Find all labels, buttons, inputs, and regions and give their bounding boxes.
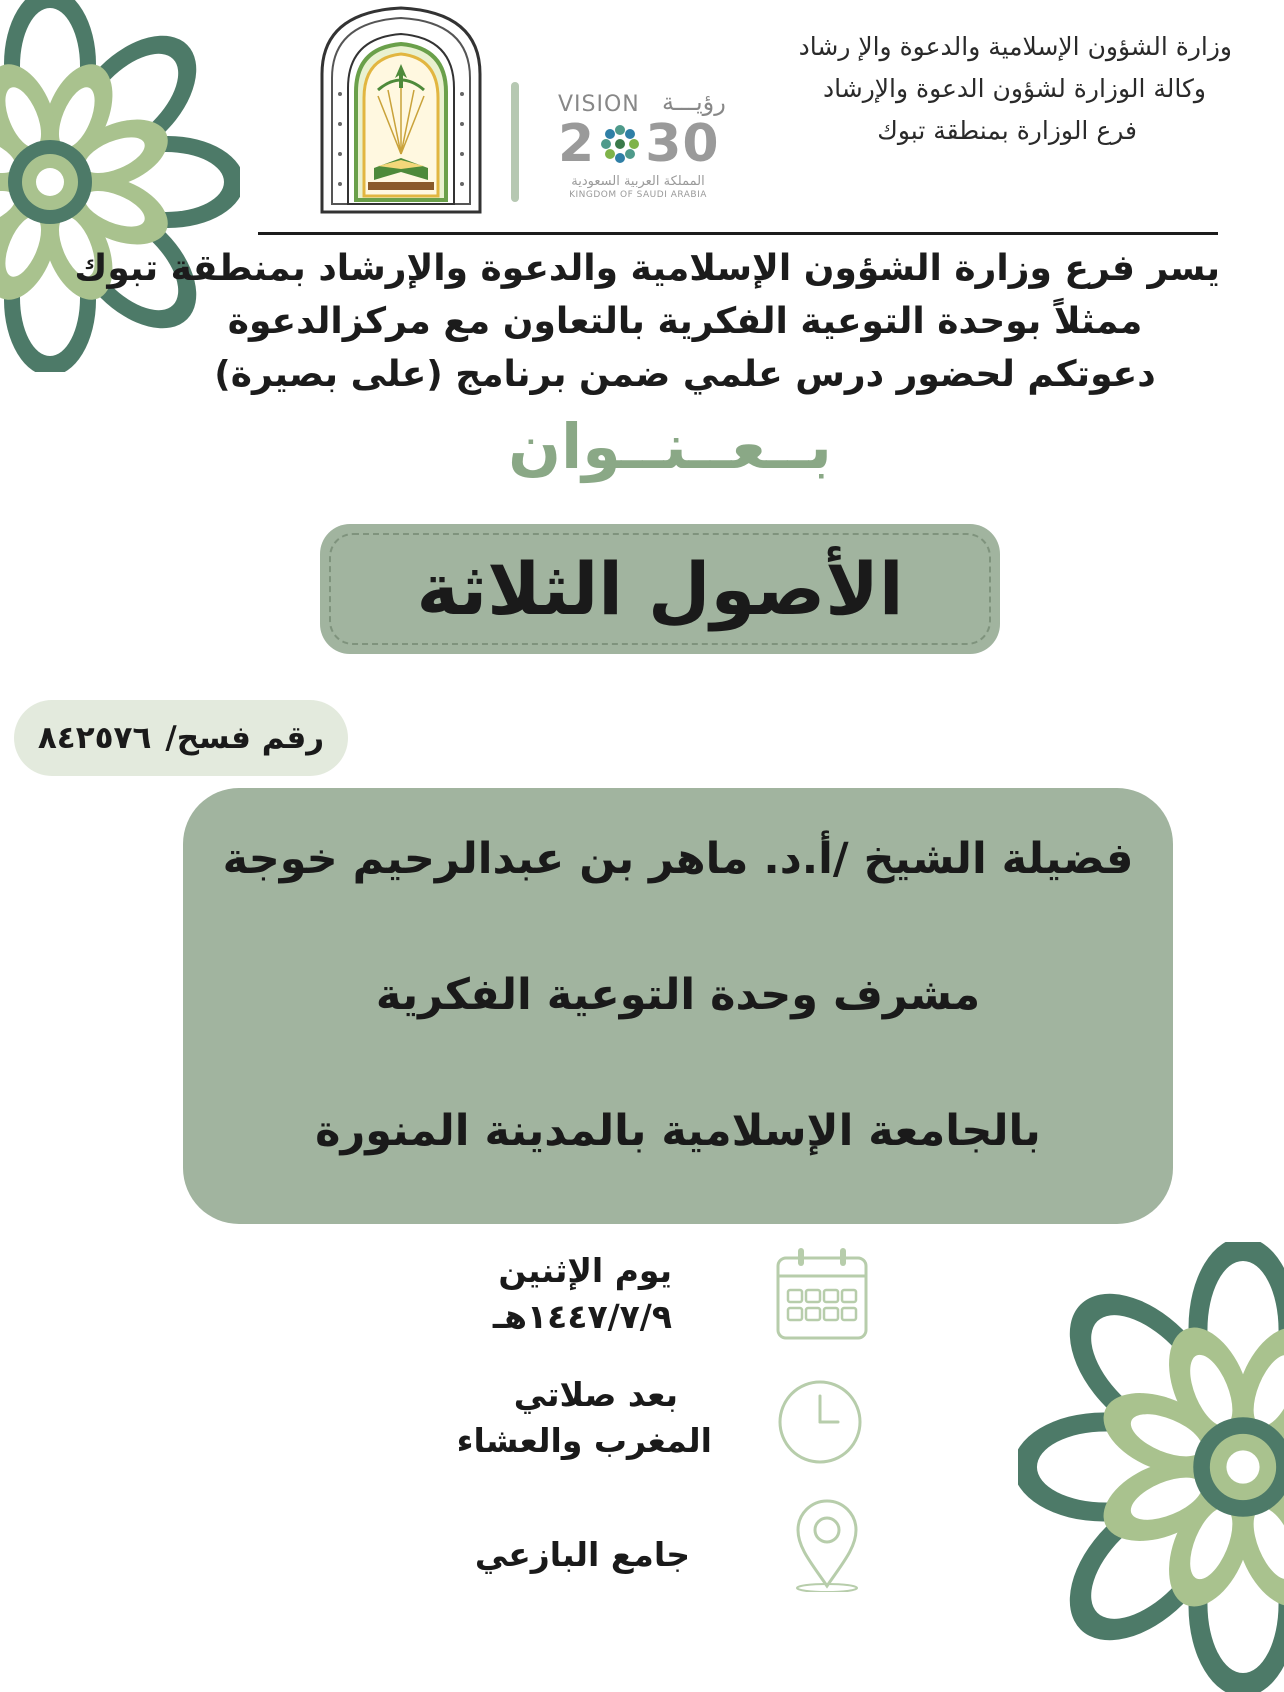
- event-date: ١٤٤٧/٧/٩هـ: [492, 1297, 672, 1336]
- invitation-text: [74, 242, 1220, 401]
- org-line-branch: فرع الوزارة بمنطقة تبوك: [877, 116, 1137, 145]
- calendar-icon: [774, 1246, 870, 1342]
- logo-separator: [511, 82, 519, 202]
- vision-year-left: 2: [558, 114, 596, 174]
- invitation-line-1: يسر فرع وزارة الشؤون الإسلامية والدعوة والإرشاد بمنطقة تبوك: [74, 248, 1220, 289]
- ministry-emblem-logo: [318, 4, 484, 216]
- permit-number-badge: [14, 700, 348, 776]
- event-time: [457, 1372, 712, 1464]
- vision-country-english: KINGDOM OF SAUDI ARABIA: [569, 190, 707, 200]
- vision-english-label: VISION: [558, 92, 640, 117]
- event-time-line-1: بعد صلاتي: [513, 1375, 678, 1414]
- lesson-title: الأصول الثلاثة: [416, 547, 904, 631]
- bottom-right-rosette-ornament: [1018, 1242, 1284, 1692]
- event-time-line-2: المغرب والعشاء: [456, 1421, 712, 1460]
- org-line-agency: وكالة الوزارة لشؤون الدعوة والإرشاد: [823, 74, 1206, 103]
- event-day-date: [493, 1248, 672, 1340]
- speaker-institution: بالجامعة الإسلامية بالمدينة المنورة: [315, 1106, 1041, 1156]
- org-line-ministry: وزارة الشؤون الإسلامية والدعوة والإ رشاد: [798, 32, 1232, 61]
- organization-header: [672, 26, 1232, 152]
- event-location: جامع البازعي: [474, 1535, 690, 1574]
- speaker-name: فضيلة الشيخ /أ.د. ماهر بن عبدالرحيم خوجة: [222, 834, 1134, 884]
- event-day: يوم الإثنين: [498, 1251, 672, 1290]
- vision-country-arabic: المملكة العربية السعودية: [571, 174, 705, 189]
- vision-flower-icon: [597, 121, 643, 167]
- invitation-line-2: ممثلاً بوحدة التوعية الفكرية بالتعاون مع مركزالدعوة: [227, 301, 1143, 342]
- header-divider: [258, 232, 1218, 235]
- vision-arabic-label: رؤيـــة: [662, 88, 726, 116]
- vision-year: [558, 114, 720, 174]
- permit-label: رقم فسح/: [165, 720, 325, 756]
- permit-number: ٨٤٢٥٧٦: [37, 720, 152, 756]
- title-label: بــعــنــوان: [508, 410, 832, 483]
- clock-icon: [776, 1378, 864, 1466]
- vision-year-right: 30: [645, 114, 720, 174]
- invitation-line-3: دعوتكم لحضور درس علمي ضمن برنامج (على بصيرة): [214, 354, 1156, 395]
- location-pin-icon: [792, 1498, 862, 1592]
- vision-2030-logo: [558, 88, 736, 210]
- speaker-position: مشرف وحدة التوعية الفكرية: [375, 970, 981, 1020]
